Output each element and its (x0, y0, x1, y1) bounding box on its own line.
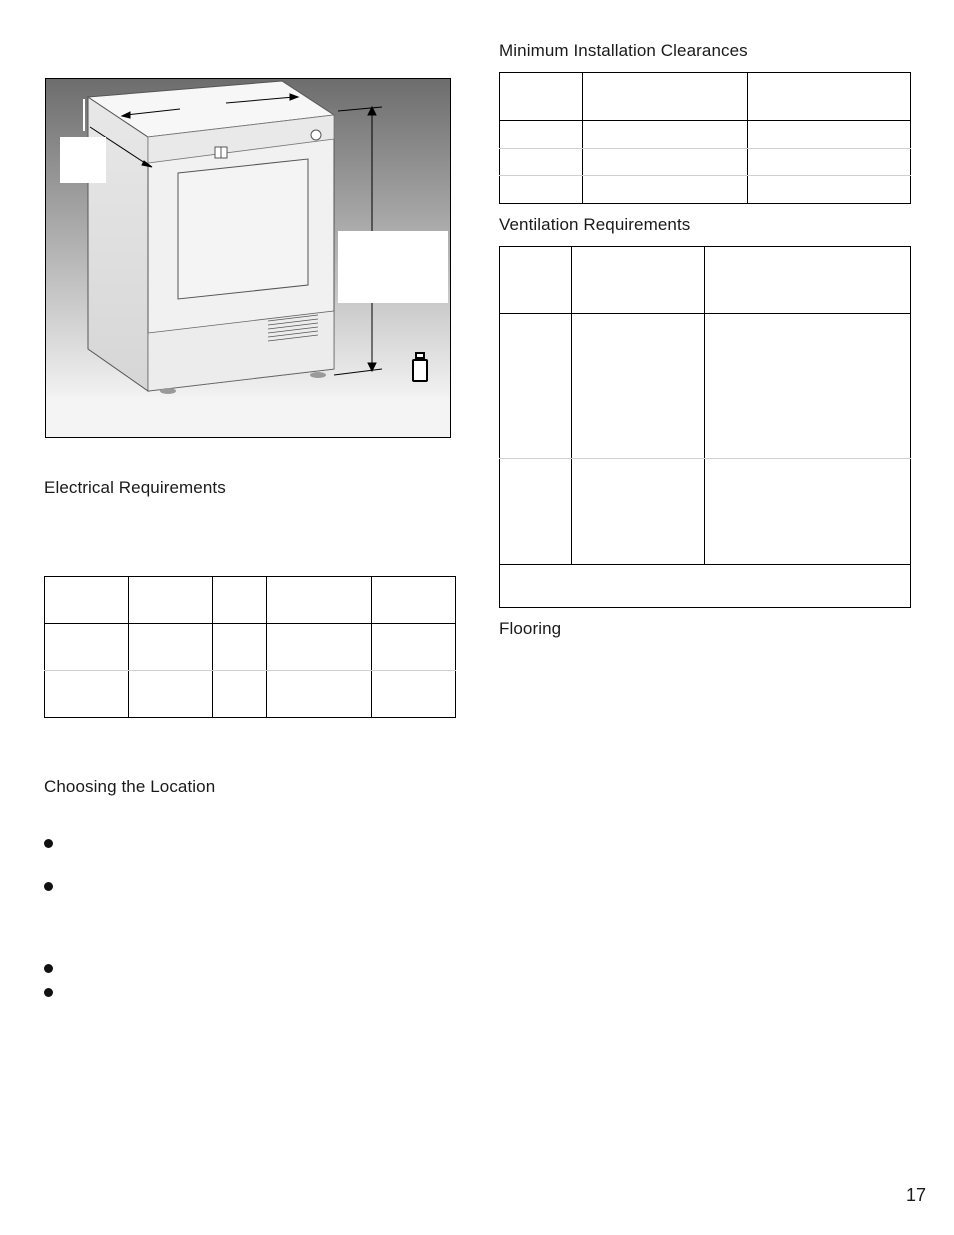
min-clearances-heading: Minimum Installation Clearances (499, 41, 748, 60)
tag-icon (413, 353, 427, 381)
table-cell (129, 624, 213, 671)
table-cell (572, 459, 705, 565)
table-cell (45, 624, 129, 671)
table-cell (572, 314, 705, 459)
table-cell (748, 121, 911, 149)
electrical-table (44, 576, 456, 718)
table-cell (213, 624, 267, 671)
bullet-icon (44, 964, 53, 973)
table-cell (45, 671, 129, 718)
table-cell (500, 565, 911, 608)
table-cell (129, 671, 213, 718)
table-cell (500, 176, 583, 204)
bullet-icon (44, 839, 53, 848)
table-cell (500, 121, 583, 149)
table-cell (500, 459, 572, 565)
table-cell (500, 149, 583, 176)
table-cell (705, 459, 911, 565)
table-cell (572, 247, 705, 314)
table-cell (583, 121, 748, 149)
table-cell (500, 314, 572, 459)
table-cell (372, 624, 456, 671)
table-cell (213, 671, 267, 718)
clearances-table (499, 72, 911, 204)
table-cell (500, 247, 572, 314)
table-cell (705, 314, 911, 459)
table-cell (583, 73, 748, 121)
table-cell (748, 149, 911, 176)
table-cell (748, 176, 911, 204)
table-cell (267, 624, 372, 671)
bullet-icon (44, 882, 53, 891)
page-number: 17 (905, 1185, 926, 1205)
table-cell (583, 176, 748, 204)
table-cell (45, 577, 129, 624)
ventilation-heading: Ventilation Requirements (499, 215, 691, 234)
table-cell (372, 671, 456, 718)
bullet-icon (44, 988, 53, 997)
table-cell (213, 577, 267, 624)
table-cell (129, 577, 213, 624)
table-cell (748, 73, 911, 121)
dryer-figure (45, 78, 451, 438)
table-cell (267, 577, 372, 624)
ventilation-table (499, 246, 911, 608)
flooring-heading: Flooring (499, 619, 562, 638)
location-heading: Choosing the Location (44, 777, 216, 796)
dryer-illustration-icon (46, 79, 451, 438)
electrical-heading: Electrical Requirements (44, 478, 226, 497)
table-cell (583, 149, 748, 176)
table-cell (267, 671, 372, 718)
table-cell (372, 577, 456, 624)
table-cell (705, 247, 911, 314)
table-cell (500, 73, 583, 121)
